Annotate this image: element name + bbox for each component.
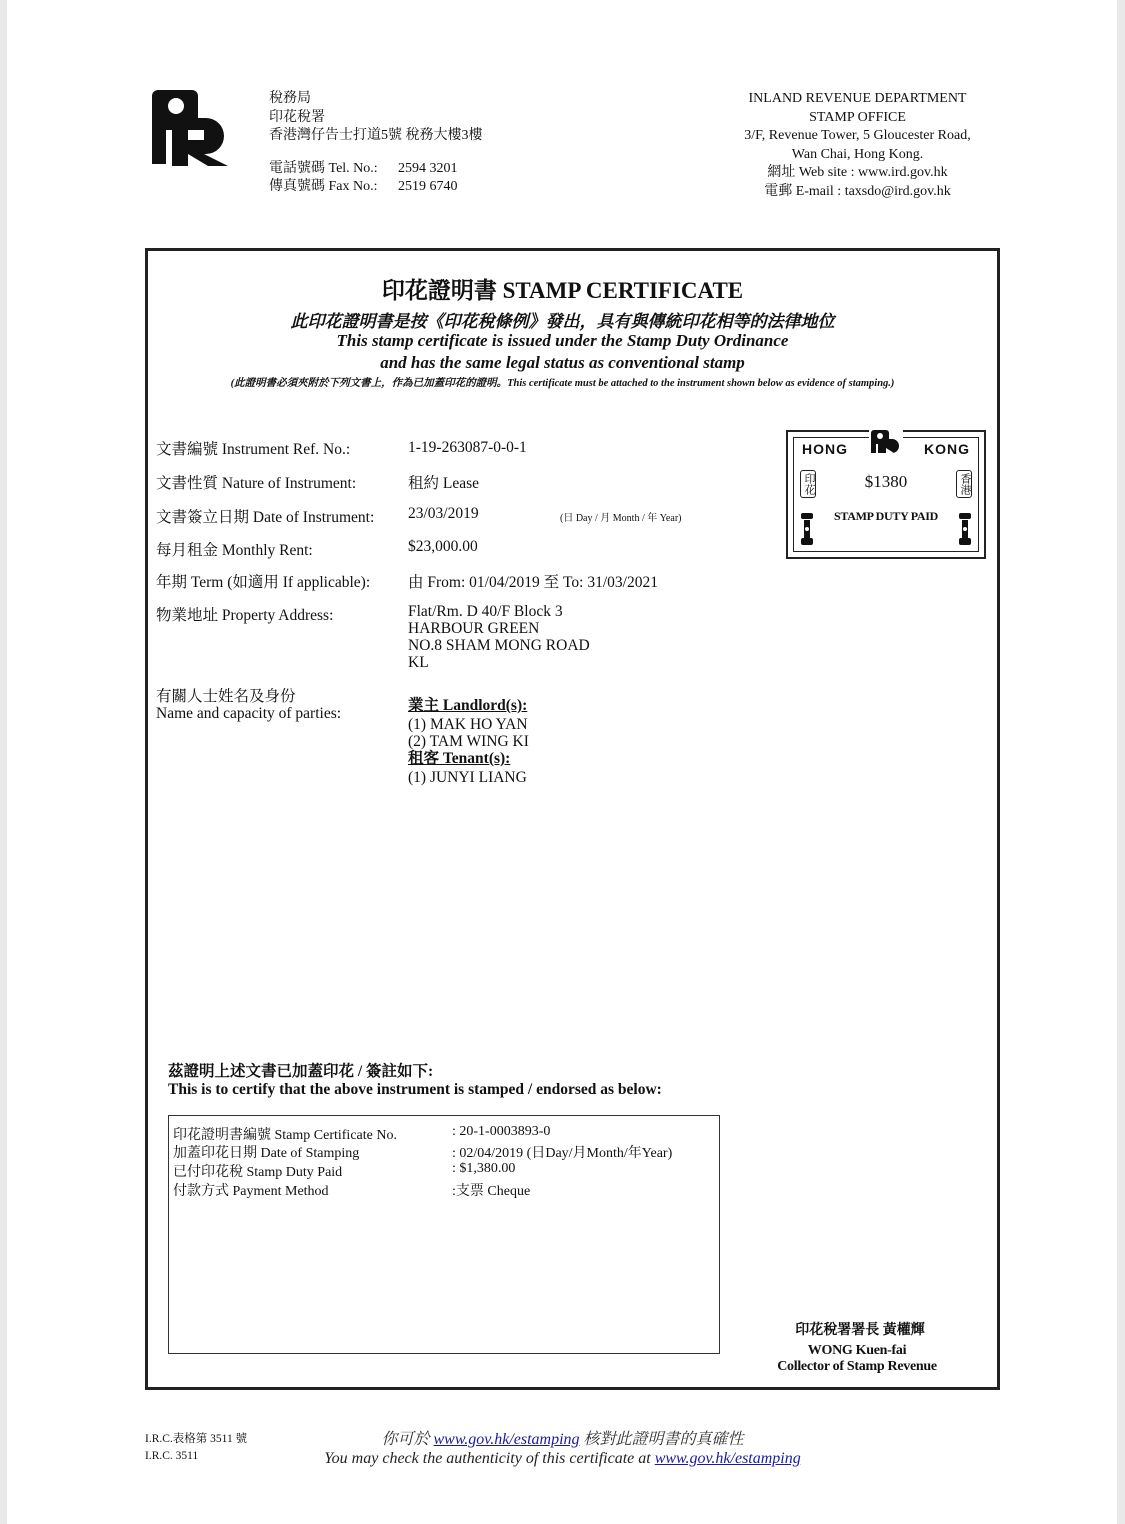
address-label: 物業地址 Property Address:	[156, 607, 334, 624]
address-en-1: 3/F, Revenue Tower, 5 Gloucester Road,	[744, 128, 971, 143]
signatory-name: WONG Kuen-fai	[807, 1343, 907, 1358]
fax-value: 2519 6740	[398, 179, 458, 194]
date-label: 文書簽立日期 Date of Instrument:	[156, 509, 375, 526]
address-zh: 香港灣仔告士打道5號 稅務大樓3樓	[269, 128, 483, 143]
tel-value: 2594 3201	[398, 160, 458, 176]
address-line: Flat/Rm. D 40/F Block 3	[408, 603, 563, 620]
tel-label: 電話號碼 Tel. No.:	[269, 160, 378, 176]
nature-value: 租約 Lease	[408, 475, 480, 492]
email: 電郵 E-mail : taxsdo@ird.gov.hk	[764, 183, 951, 199]
stamp-left-seal: 印花	[800, 470, 816, 498]
dept-name-zh: 稅務局	[269, 91, 311, 106]
attachment-note: (此證明書必須夾附於下列文書上，作為已加蓋印花的證明。This certificate must be attached to the instrument shown below as evidence of stamping.)	[230, 378, 895, 389]
address-line: HARBOUR GREEN	[408, 620, 540, 637]
form-number-zh: I.R.C.表格第 3511 號	[145, 1433, 248, 1445]
subtitle-en-1: This stamp certificate is issued under the Stamp Duty Ordinance	[336, 331, 789, 350]
signatory-title: Collector of Stamp Revenue	[777, 1359, 937, 1374]
payment-method-label: 付款方式 Payment Method	[173, 1184, 329, 1199]
stamp-hong: HONG	[802, 441, 848, 457]
verify-line-zh	[0, 1426, 1125, 1449]
landlord-heading: 業主 Landlord(s):	[408, 697, 528, 714]
estamping-link[interactable]: www.gov.hk/estamping	[654, 1450, 801, 1467]
verify-line-en	[0, 1450, 1125, 1468]
stamp-kong: KONG	[924, 441, 970, 457]
stamp-right-ornament-icon	[957, 512, 973, 546]
dept-name-en: INLAND REVENUE DEPARTMENT	[748, 91, 967, 106]
fax-label: 傳真號碼 Fax No.:	[269, 179, 378, 194]
certify-statement-en: This is to certify that the above instrument is stamped / endorsed as below:	[168, 1081, 662, 1098]
stamp-right-seal: 香港	[956, 470, 972, 498]
parties-list	[408, 697, 529, 786]
term-value: 由 From: 01/04/2019 至 To: 31/03/2021	[408, 574, 658, 591]
date-format-hint: (日 Day / 月 Month / 年 Year)	[560, 513, 682, 524]
verify-zh-prefix: 你可於	[381, 1431, 430, 1448]
ref-value: 1-19-263087-0-0-1	[408, 439, 527, 456]
office-name-en: STAMP OFFICE	[809, 109, 906, 125]
stamping-date-value: : 02/04/2019 (日Day/月Month/年Year)	[452, 1146, 673, 1161]
ref-label: 文書編號 Instrument Ref. No.:	[156, 441, 351, 458]
stamp-ird-logo-icon	[869, 428, 903, 454]
rent-label: 每月租金 Monthly Rent:	[156, 542, 313, 559]
stamp-duty-paid-stamp	[786, 430, 986, 559]
certificate-title: 印花證明書 STAMP CERTIFICATE	[381, 278, 744, 303]
term-label: 年期 Term (如適用 If applicable):	[156, 574, 371, 591]
duty-paid-label: 已付印花稅 Stamp Duty Paid	[173, 1165, 343, 1180]
stamp-amount: $1380	[864, 472, 908, 491]
cert-no-label: 印花證明書編號 Stamp Certificate No.	[173, 1128, 397, 1143]
tenant-heading: 租客 Tenant(s):	[408, 750, 511, 767]
verify-zh-suffix: 核對此證明書的真確性	[583, 1431, 744, 1448]
address-en-2: Wan Chai, Hong Kong.	[791, 146, 924, 162]
landlord-item: (1) MAK HO YAN	[408, 716, 528, 733]
nature-label: 文書性質 Nature of Instrument:	[156, 475, 357, 492]
subtitle-en-2: and has the same legal status as conventional stamp	[380, 353, 745, 372]
parties-label-en: Name and capacity of parties:	[156, 705, 342, 722]
header-left	[269, 90, 483, 197]
estamping-link[interactable]: www.gov.hk/estamping	[433, 1431, 580, 1448]
stamp-caption: STAMP DUTY PAID	[834, 509, 938, 523]
verify-en-prefix: You may check the authenticity of this certificate at	[324, 1450, 651, 1467]
property-address	[408, 603, 590, 671]
cert-no-value: : 20-1-0003893-0	[452, 1124, 551, 1139]
ird-logo-icon	[150, 88, 234, 166]
stamp-left-ornament-icon	[799, 512, 815, 546]
header-right	[720, 90, 995, 201]
payment-method-value: :支票 Cheque	[452, 1184, 531, 1199]
signatory-zh: 印花稅署署長 黃權輝	[795, 1323, 925, 1338]
landlord-item: (2) TAM WING KI	[408, 733, 529, 750]
rent-value: $23,000.00	[408, 538, 478, 555]
certify-statement-zh: 茲證明上述文書已加蓋印花 / 簽註如下:	[168, 1063, 434, 1080]
address-line: KL	[408, 654, 429, 671]
parties-label	[156, 688, 341, 722]
form-number-en: I.R.C. 3511	[145, 1450, 199, 1462]
address-line: NO.8 SHAM MONG ROAD	[408, 637, 590, 654]
parties-label-zh: 有關人士姓名及身份	[156, 688, 296, 705]
date-value: 23/03/2019	[408, 505, 479, 522]
subtitle-zh: 此印花證明書是按《印花稅條例》發出，具有與傳統印花相等的法律地位	[290, 312, 835, 331]
duty-paid-value: : $1,380.00	[452, 1161, 516, 1176]
tenant-item: (1) JUNYI LIANG	[408, 769, 527, 786]
office-name-zh: 印花稅署	[269, 109, 325, 125]
stamping-date-label: 加蓋印花日期 Date of Stamping	[173, 1146, 360, 1161]
website: 網址 Web site : www.ird.gov.hk	[767, 165, 948, 180]
